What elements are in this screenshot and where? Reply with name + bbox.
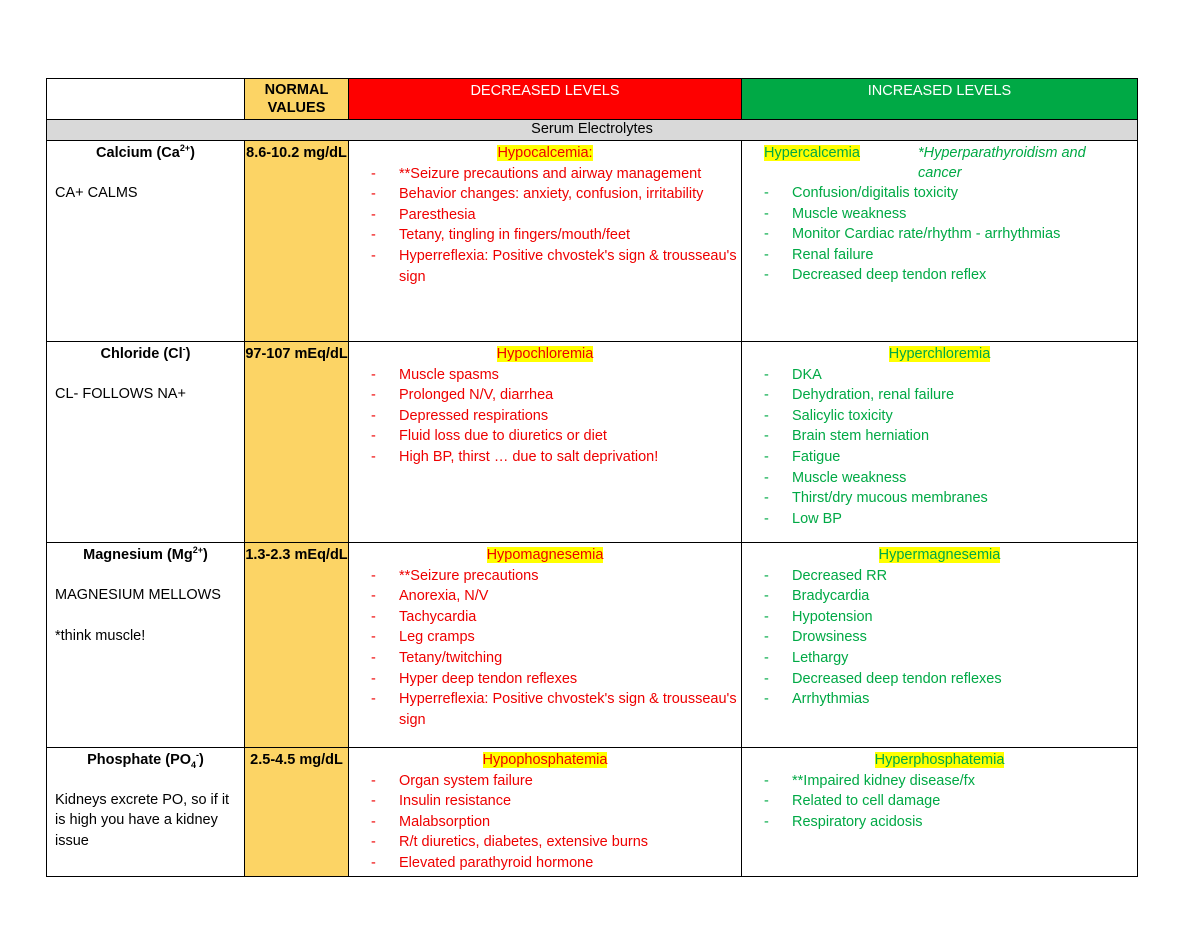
header-increased-levels: INCREASED LEVELS (742, 79, 1138, 120)
list-item: - Renal failure (764, 245, 1137, 266)
increased-title: Hyperchloremia (888, 346, 991, 362)
decreased-title: Hypomagnesemia (486, 547, 604, 563)
list-item: - Behavior changes: anxiety, confusion, irritability (371, 184, 741, 205)
electrolyte-name: Calcium $(Ca^{2+})$ (96, 143, 195, 161)
increased-list (764, 566, 1137, 710)
list-item: - Respiratory acidosis (764, 812, 1137, 833)
electrolyte-note: Kidneys excrete PO, so if it is high you have a kidney issue (55, 791, 230, 849)
list-item: - Hyperreflexia: Positive chvostek's sign & trousseau's sign (371, 246, 741, 287)
decreased-cell (349, 141, 742, 342)
decreased-list (371, 566, 741, 731)
list-item: - Hypotension (764, 607, 1137, 628)
increased-cell (742, 141, 1138, 342)
decreased-list (371, 164, 741, 288)
list-item: - Tetany/twitching (371, 648, 741, 669)
increased-cell (742, 342, 1138, 543)
electrolyte-cell (47, 342, 245, 543)
list-item: - Low BP (764, 509, 1137, 530)
list-item: - Decreased deep tendon reflex (764, 265, 1137, 286)
increased-list (764, 771, 1137, 833)
list-item: - Dehydration, renal failure (764, 385, 1137, 406)
list-item: - Tetany, tingling in fingers/mouth/feet (371, 225, 741, 246)
electrolyte-name: Magnesium $(Mg^{2+})$ (83, 545, 208, 563)
electrolyte-cell (47, 748, 245, 877)
electrolytes-table (46, 78, 1138, 877)
list-item: - **Seizure precautions (371, 566, 741, 587)
decreased-cell (349, 543, 742, 748)
decreased-list (371, 365, 741, 468)
normal-value: 8.6-10.2 mg/dL (245, 141, 349, 342)
list-item: - Leg cramps (371, 627, 741, 648)
list-item: - **Impaired kidney disease/fx (764, 771, 1137, 792)
header-row (47, 79, 1138, 120)
list-item: - **Seizure precautions and airway management (371, 164, 741, 185)
section-row (47, 120, 1138, 141)
list-item: - Hyperreflexia: Positive chvostek's sign & trousseau's sign (371, 689, 741, 730)
list-item: - Muscle weakness (764, 204, 1137, 225)
decreased-list (371, 771, 741, 874)
electrolyte-note: *think muscle! (55, 628, 146, 645)
decreased-title: Hypophosphatemia (482, 752, 608, 768)
list-item: - High BP, thirst … due to salt deprivation! (371, 447, 741, 468)
list-item: - Organ system failure (371, 771, 741, 792)
list-item: - Confusion/digitalis toxicity (764, 183, 1137, 204)
electrolyte-cell (47, 543, 245, 748)
decreased-cell (349, 342, 742, 543)
list-item: - Decreased RR (764, 566, 1137, 587)
list-item: - Salicylic toxicity (764, 406, 1137, 427)
electrolyte-note: MAGNESIUM MELLOWS (55, 586, 221, 603)
list-item: - Elevated parathyroid hormone (371, 853, 741, 874)
section-title: Serum Electrolytes (47, 120, 1138, 141)
list-item: - Monitor Cardiac rate/rhythm - arrhythmias (764, 224, 1137, 245)
decreased-title: Hypochloremia (496, 346, 594, 362)
list-item: - Arrhythmias (764, 689, 1137, 710)
electrolyte-name: Phosphate $(PO_4^-)$ (87, 750, 204, 770)
increased-title: Hypercalcemia (764, 145, 860, 161)
table-row (47, 543, 1138, 748)
list-item: - Tachycardia (371, 607, 741, 628)
increased-list (764, 183, 1137, 286)
electrolyte-note: CA+ CALMS (55, 184, 138, 201)
increased-title: Hypermagnesemia (878, 547, 1001, 563)
increased-list (764, 365, 1137, 530)
decreased-cell (349, 748, 742, 877)
header-normal-values: NORMAL VALUES (245, 79, 349, 120)
normal-value: 1.3-2.3 mEq/dL (245, 543, 349, 748)
list-item: - Bradycardia (764, 586, 1137, 607)
list-item: - DKA (764, 365, 1137, 386)
normal-value: 97-107 mEq/dL (245, 342, 349, 543)
header-blank-cell (47, 79, 245, 120)
list-item: - Paresthesia (371, 205, 741, 226)
list-item: - Decreased deep tendon reflexes (764, 669, 1137, 690)
list-item: - Thirst/dry mucous membranes (764, 488, 1137, 509)
increased-note: *Hyperparathyroidism and cancer (918, 145, 1086, 181)
list-item: - Lethargy (764, 648, 1137, 669)
electrolyte-name: Chloride (Cl-) (100, 344, 191, 362)
increased-cell (742, 748, 1138, 877)
list-item: - Fluid loss due to diuretics or diet (371, 426, 741, 447)
increased-title: Hyperphosphatemia (874, 752, 1005, 768)
list-item: - R/t diuretics, diabetes, extensive burns (371, 832, 741, 853)
list-item: - Muscle weakness (764, 468, 1137, 489)
list-item: - Anorexia, N/V (371, 586, 741, 607)
header-decreased-levels: DECREASED LEVELS (349, 79, 742, 120)
electrolyte-note: CL- FOLLOWS NA+ (55, 385, 186, 402)
table-row (47, 748, 1138, 877)
normal-value: 2.5-4.5 mg/dL (245, 748, 349, 877)
list-item: - Hyper deep tendon reflexes (371, 669, 741, 690)
list-item: - Drowsiness (764, 627, 1137, 648)
list-item: - Depressed respirations (371, 406, 741, 427)
table-row (47, 342, 1138, 543)
list-item: - Prolonged N/V, diarrhea (371, 385, 741, 406)
list-item: - Malabsorption (371, 812, 741, 833)
list-item: - Insulin resistance (371, 791, 741, 812)
decreased-title: Hypocalcemia: (497, 145, 593, 161)
list-item: - Brain stem herniation (764, 426, 1137, 447)
table-row (47, 141, 1138, 342)
list-item: - Muscle spasms (371, 365, 741, 386)
list-item: - Fatigue (764, 447, 1137, 468)
electrolyte-cell (47, 141, 245, 342)
increased-cell (742, 543, 1138, 748)
list-item: - Related to cell damage (764, 791, 1137, 812)
